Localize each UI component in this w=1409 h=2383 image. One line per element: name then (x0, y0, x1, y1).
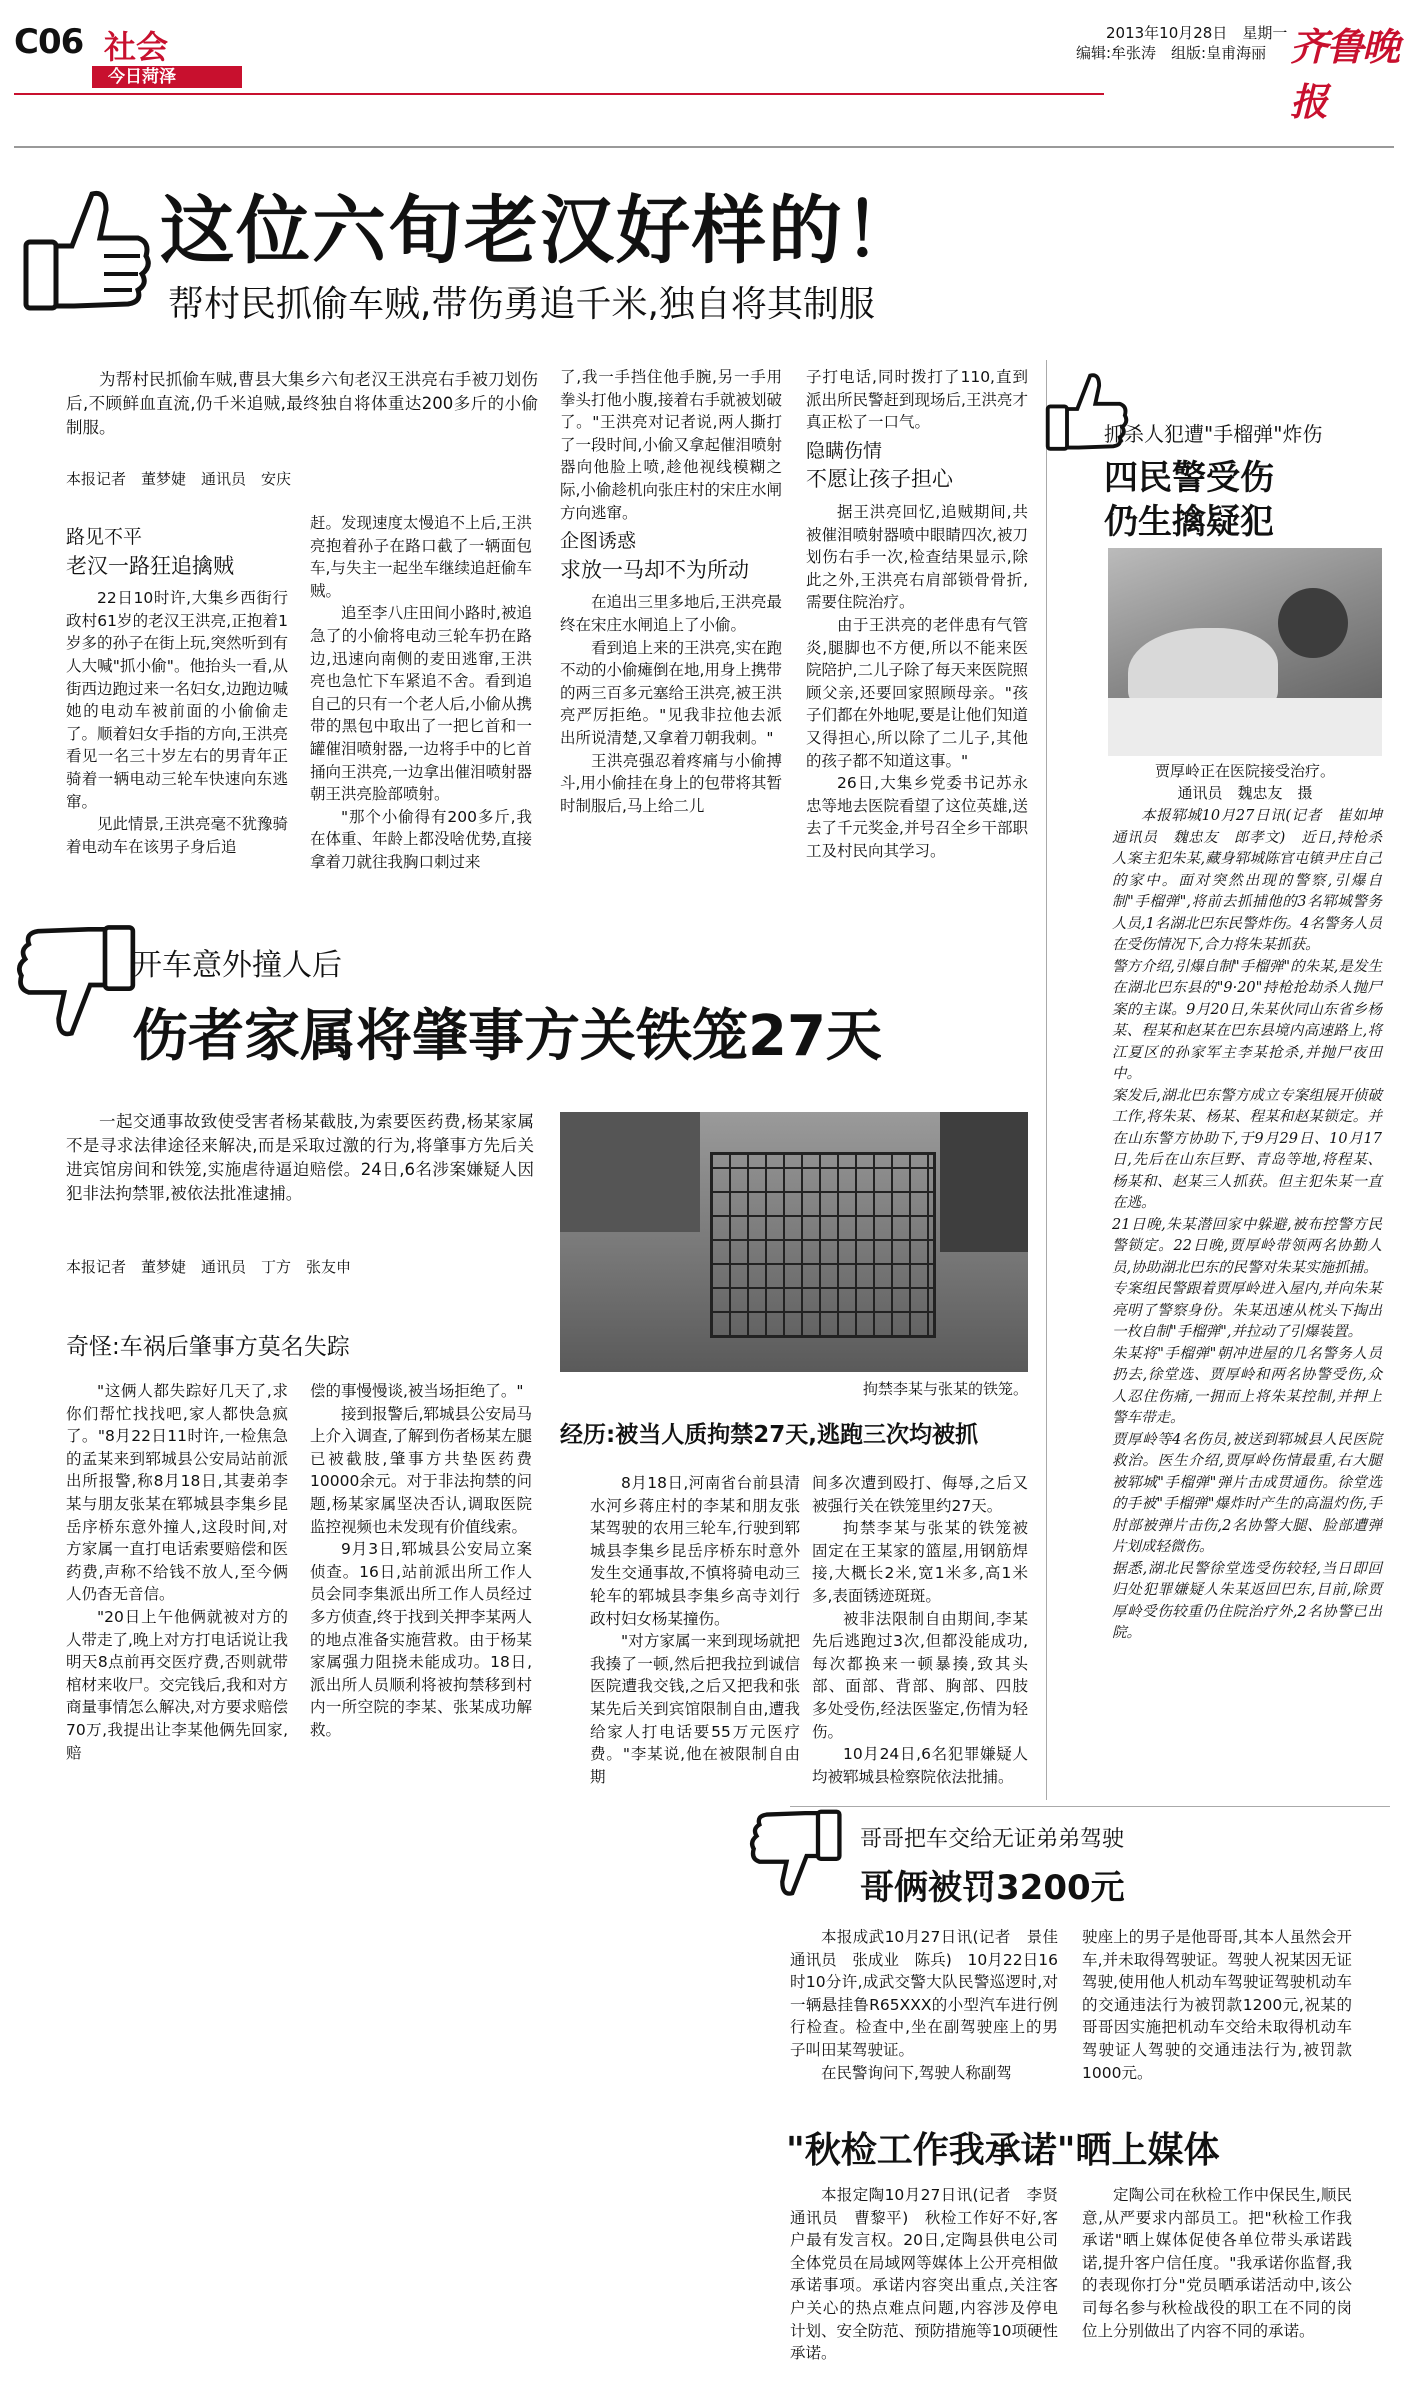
paragraph: 9月3日,郓城县公安局立案侦查。16日,站前派出所工作人员会同李集派出所工作人员经过多方侦查,终于找到关押李某两人的地点准备实施营救。由于杨某家属强力阻挠未能成功。18日,派出所人员顺利将被拘禁移到村内一所空院的李某、张某成功解救。 (310, 1540, 532, 1739)
story1-col4 (806, 366, 1028, 870)
paragraph: 驶座上的男子是他哥哥,其本人虽然会开车,并未取得驾驶证。驾驶人祝某因无证驾驶,使用他人机动车驾驶证驾驶机动车的交通违法行为被罚款1200元,祝某的哥哥因实施把机动车交给未取得机动车驾驶证人驾驶的交通违法行为,被罚款1000元。 (1082, 1928, 1352, 2082)
paragraph: 偿的事慢慢谈,被当场拒绝了。" (310, 1382, 524, 1400)
paragraph: 据王洪亮回忆,追贼期间,共被催泪喷射器喷中眼睛四次,被刀划伤右手一次,检查结果显示,除此之外,王洪亮右肩部锁骨骨折,需要住院治疗。 (806, 502, 1028, 612)
page-code: C06 (14, 22, 84, 62)
paragraph: 10月24日,6名犯罪嫌疑人均被郓城县检察院依法批捕。 (812, 1745, 1028, 1786)
paragraph: 被非法限制自由期间,李某先后逃跑过3次,但都没能成功,每次都换来一顿暴揍,致其头部、面部、背部、胸部、四肢多处受伤,经法医鉴定,伤情为轻伤。 (812, 1609, 1028, 1741)
story2-col4 (812, 1472, 1028, 1800)
cage-photo-caption: 拘禁李某与张某的铁笼。 (862, 1380, 1028, 1398)
story3-headline: 哥俩被罚3200元 (860, 1868, 1125, 1908)
story4-col1 (790, 2184, 1074, 2374)
story1-col1 (66, 520, 288, 870)
paragraph: 8月18日,河南省台前县清水河乡蒋庄村的李某和朋友张某驾驶的农用三轮车,行驶到郓城县李集乡昆岳序桥东时意外发生交通事故,不慎将骑电动三轮车的郓城县李集乡高寺刘行政村妇女杨某撞伤。 (590, 1474, 800, 1628)
photo-credit: 通讯员 魏忠友 摄 (1177, 784, 1313, 802)
paragraph: 由于王洪亮的老伴患有气管炎,腿脚也不方便,所以不能来医院陪护,二儿子除了每天来医院照顾父亲,还要回家照顾母亲。"孩子们都在外地呢,要是让他们知道又得担心,所以除了二儿子,其他的孩子都不知道这事。" (806, 615, 1028, 770)
story1-subtitle: 帮村民抓偷车贼,带伤勇追千米,独自将其制服 (168, 284, 875, 325)
paragraph: 追至李八庄田间小路时,被追急了的小偷将电动三轮车扔在路边,迅速向南侧的麦田逃窜,王洪亮也急忙下车紧追不舍。看到追自己的只有一个老人后,小偷从携带的黑包中取出了一把匕首和一罐催泪喷射器,一边将手中的匕首捅向王洪亮,一边拿出催泪喷射器朝王洪亮脸部喷射。 (310, 604, 532, 804)
subhead: 隐瞒伤情 (806, 439, 883, 462)
paragraph: 王洪亮强忍着疼痛与小偷搏斗,用小偷挂在身上的包带将其暂时制服后,马上给二儿 (560, 751, 782, 815)
section-label: 社会 (104, 28, 169, 66)
brand-logo: 齐鲁晚报 (1290, 24, 1399, 124)
subhead: 不愿让孩子担心 (806, 467, 953, 492)
paragraph: 了,我一手挡住他手腕,另一手用拳头打他小腹,接着右手就被划破了。"王洪亮对记者说,两人撕打了一段时间,小偷又拿起催泪喷射器向他脸上喷,趁他视线模糊之际,小偷趁机向张庄村的宋庄水闸方向逃窜。 (560, 368, 782, 522)
thumbs-down-icon (14, 920, 144, 1050)
story4-headline: "秋检工作我承诺"晒上媒体 (786, 2130, 1220, 2171)
paragraph: 拘禁李某与张某的铁笼被固定在王某家的篮屋,用钢筋焊接,大概长2米,宽1米多,高1米多,表面锈迹斑斑。 (812, 1519, 1028, 1605)
date-line: 2013年10月28日 星期一 (1106, 24, 1288, 42)
paragraph: "那个小偷得有200多斤,我在体重、年龄上都没啥优势,直接拿着刀就往我胸口刺过来 (310, 807, 532, 871)
paragraph: 子打电话,同时拨打了110,直到派出所民警赶到现场后,王洪亮才真正松了一口气。 (806, 368, 1028, 432)
paragraph: "20日上午他俩就被对方的人带走了,晚上对方打电话说让我明天8点前再交医疗费,否则就带棺材来收尸。交完钱后,我和对方商量事情怎么解决,对方要求赔偿70万,我提出让李某他俩先回家,赔 (66, 1607, 288, 1762)
story2-lead: 一起交通事故致使受害者杨某截肢,为索要医药费,杨某家属不是寻求法律途径来解决,而是采取过激的行为,将肇事方先后关进宾馆房间和铁笼,实施虐待逼迫赔偿。24日,6名涉案嫌疑人因犯非法拘禁罪,被依法批准逮捕。 (66, 1112, 534, 1203)
story1-lead: 为帮村民抓偷车贼,曹县大集乡六旬老汉王洪亮右手被刀划伤后,不顾鲜血直流,仍千米追贼,最终独自将体重达200多斤的小偷制服。 (66, 370, 538, 437)
photo-caption: 贾厚岭正在医院接受治疗。 (1154, 762, 1335, 780)
paragraph: "对方家属一来到现场就把我揍了一顿,然后把我拉到诚信医院遭我交钱,之后又把我和张某先后关到宾馆限制自由,遭我给家人打电话要55万元医疗费。"李某说,他在被限制自由期 (590, 1632, 800, 1786)
story2-col2 (310, 1380, 532, 1800)
story2-col1 (66, 1380, 288, 1800)
paragraph: 26日,大集乡党委书记苏永忠等地去医院看望了这位英雄,送去了千元奖金,并号召全乡干部职工及村民向其学习。 (806, 774, 1028, 860)
sidebar-title-2: 仍生擒疑犯 (1104, 502, 1274, 542)
story2-subhead-left: 奇怪:车祸后肇事方莫名失踪 (66, 1334, 350, 1360)
page-header (0, 0, 1409, 124)
story3-col1 (790, 1926, 1074, 2106)
paragraph: 赶。发现速度太慢追不上后,王洪亮抱着孙子在路口截了一辆面包车,与失主一起坐车继续追赶偷车贼。 (310, 514, 532, 600)
paragraph: 见此情景,王洪亮毫不犹豫骑着电动车在该男子身后追 (66, 815, 288, 856)
story2-kicker: 开车意外撞人后 (132, 948, 342, 983)
top-divider (14, 146, 1394, 148)
paragraph: 接到报警后,郓城县公安局马上介入调查,了解到伤者杨某左腿已被截肢,肇事方共垫医药费10000余元。对于非法拘禁的问题,杨某家属坚决否认,调取医院监控视频也未发现有价值线索。 (310, 1404, 532, 1536)
thumbs-up-icon (14, 176, 154, 316)
story3-col2 (1082, 1926, 1352, 2106)
editor-line: 编辑:牟张涛 组版:皇甫海丽 (1076, 44, 1267, 62)
paragraph: 看到追上来的王洪亮,实在跑不动的小偷瘫倒在地,用身上携带的两三百多元塞给王洪亮,被王洪亮严厉拒绝。"见我非拉他去派出所说清楚,又拿着刀朝我刺。" (560, 638, 782, 747)
story2-subhead-right: 经历:被当人质拘禁27天,逃跑三次均被抓 (560, 1422, 978, 1448)
paragraph: 在追出三里多地后,王洪亮最终在宋庄水闸追上了小偷。 (560, 593, 782, 634)
paragraph: 本报成武10月27日讯(记者 景佳 通讯员 张成业 陈兵) 10月22日16时10分许,成武交警大队民警巡逻时,对一辆悬挂鲁R65XXX的小型汽车进行例行检查。检查中,坐在副驾驶座上的男子叫田某驾驶证。 (790, 1928, 1074, 2059)
story1-byline: 本报记者 董梦婕 通讯员 安庆 (66, 470, 292, 488)
paragraph: 22日10时许,大集乡西街行政村61岁的老汉王洪亮,正抱着1岁多的孙子在街上玩,突然听到有人大喊"抓小偷"。他抬头一看,从街西边跑过来一名妇女,边跑边喊她的电动车被前面的小偷偷走了。顺着妇女手指的方向,王洪亮看见一名三十岁左右的男青年正骑着一辆电动三轮车快速向东逃窜。 (66, 589, 288, 811)
sidebar-title-1: 四民警受伤 (1104, 458, 1274, 498)
subhead: 求放一马却不为所动 (560, 557, 749, 582)
sidebar-body: 本报郓城10月27日讯(记者 崔如坤 通讯员 魏忠友 郎孝文) 近日,持枪杀人案主犯朱某,藏身郓城陈官屯镇尹庄自己的家中。面对突然出现的警察,引爆自制"手榴弹",将前去抓捕他的3名郓城警务人员,1名湖北巴东民警炸伤。4名警务人员在受伤情况下,合力将朱某抓获。 警方介绍,引爆自制"手榴弹"的朱某,是发生在湖北巴东县的"9·20"持枪抢劫杀人抛尸案的主谋。9月20日,朱某伙同山东省乡杨某、程某和赵某在巴东县境内高速路上,将江夏区的孙家军主李某抢杀,并抛尸夜田中。 案发后,湖北巴东警方成立专案组展开侦破工作,将朱某、杨某、程某和赵某锁定。并在山东警方协助下,于9月29日、10月17日,先后在山东巨野、青岛等地,将程某、杨某和、赵某三人抓获。但主犯朱某一直在逃。 21日晚,朱某潜回家中躲避,被布控警方民警锁定。22日晚,贾厚岭带领两名协勤人员,协助湖北巴东的民警对朱某实施抓捕。 专案组民警跟着贾厚岭进入屋内,并向朱某亮明了警察身份。朱某迅速从枕头下掏出一枚自制"手榴弹",并拉动了引爆装置。 朱某将"手榴弹"朝冲进屋的几名警务人员扔去,徐堂选、贾厚岭和两名协警受伤,众人忍住伤痛,一拥而上将朱某控制,并押上警车带走。 贾厚岭等4名伤员,被送到郓城县人民医院救治。医生介绍,贾厚岭伤情最重,右大腿被郓城"手榴弹"弹片击成贯通伤。徐堂选的手被"手榴弹"爆炸时产生的高温灼伤,手肘部被弹片击伤,2名协警大腿、脸部遭弹片划成轻微伤。 据悉,湖北民警徐堂选受伤较轻,当日即回归处犯罪嫌疑人朱某返回巴东,目前,除贾厚岭受伤较重仍住院治疗外,2名协警已出院。 (1112, 808, 1382, 1641)
subsection-label: 今日菏泽 (108, 67, 176, 87)
paragraph: 在民警询问下,驾驶人称副驾 (821, 2063, 1012, 2082)
story3-kicker: 哥哥把车交给无证弟弟驾驶 (860, 1827, 1125, 1852)
story1-headline: 这位六旬老汉好样的！ (160, 188, 920, 274)
hospital-photo (1108, 548, 1382, 756)
story2-headline: 伤者家属将肇事方关铁笼27天 (132, 1004, 882, 1069)
story1-col2 (310, 512, 532, 870)
subhead: 路见不平 (66, 526, 143, 548)
subhead: 企图诱惑 (560, 530, 637, 553)
paragraph: 本报定陶10月27日讯(记者 李贤 通讯员 曹黎平) 秋检工作好不好,客户最有发言权。20日,定陶县供电公司全体党员在局域网等媒体上公开亮相做承诺事项。承诺内容突出重点,关注客户关心的热点难点问题,内容涉及停电计划、安全防范、预防措施等10项硬性承诺。 (790, 2186, 1074, 2363)
paragraph: "这俩人都失踪好几天了,求你们帮忙找找吧,家人都快急疯了。"8月22日11时许,一检焦急的孟某来到郓城县公安局站前派出所报警,称8月18日,其妻弟李某与朋友张某在郓城县李集乡昆岳序桥东意外撞人,这段时间,对方家属一直打电话索要赔偿和医药费,声称不给钱不放人,至今俩人仍杳无音信。 (66, 1382, 288, 1604)
paragraph: 间多次遭到殴打、侮辱,之后又被强行关在铁笼里约27天。 (812, 1474, 1028, 1515)
paragraph: 定陶公司在秋检工作中保民生,顺民意,从严要求内部员工。把"秋检工作我承诺"晒上媒体促使各单位带头承诺践诺,提升客户信任度。"我承诺你监督,我的表现你打分"党员晒承诺活动中,该公司每名参与秋检战役的职工在不同的岗位上分别做出了内容不同的承诺。 (1082, 2186, 1352, 2340)
thumbs-down-icon (748, 1806, 848, 1906)
subhead: 老汉一路狂追擒贼 (66, 553, 234, 578)
story2-col3 (590, 1472, 800, 1800)
story4-col2 (1082, 2184, 1352, 2374)
story1-col3 (560, 366, 782, 870)
story2-byline: 本报记者 董梦婕 通讯员 丁方 张友申 (66, 1258, 352, 1276)
header-rule (14, 93, 1104, 95)
sidebar-divider (1046, 360, 1047, 1800)
story3-divider (790, 1806, 1390, 1807)
sidebar-kicker: 抓杀人犯遭"手榴弹"炸伤 (1104, 422, 1323, 446)
iron-cage-photo (560, 1112, 1028, 1372)
